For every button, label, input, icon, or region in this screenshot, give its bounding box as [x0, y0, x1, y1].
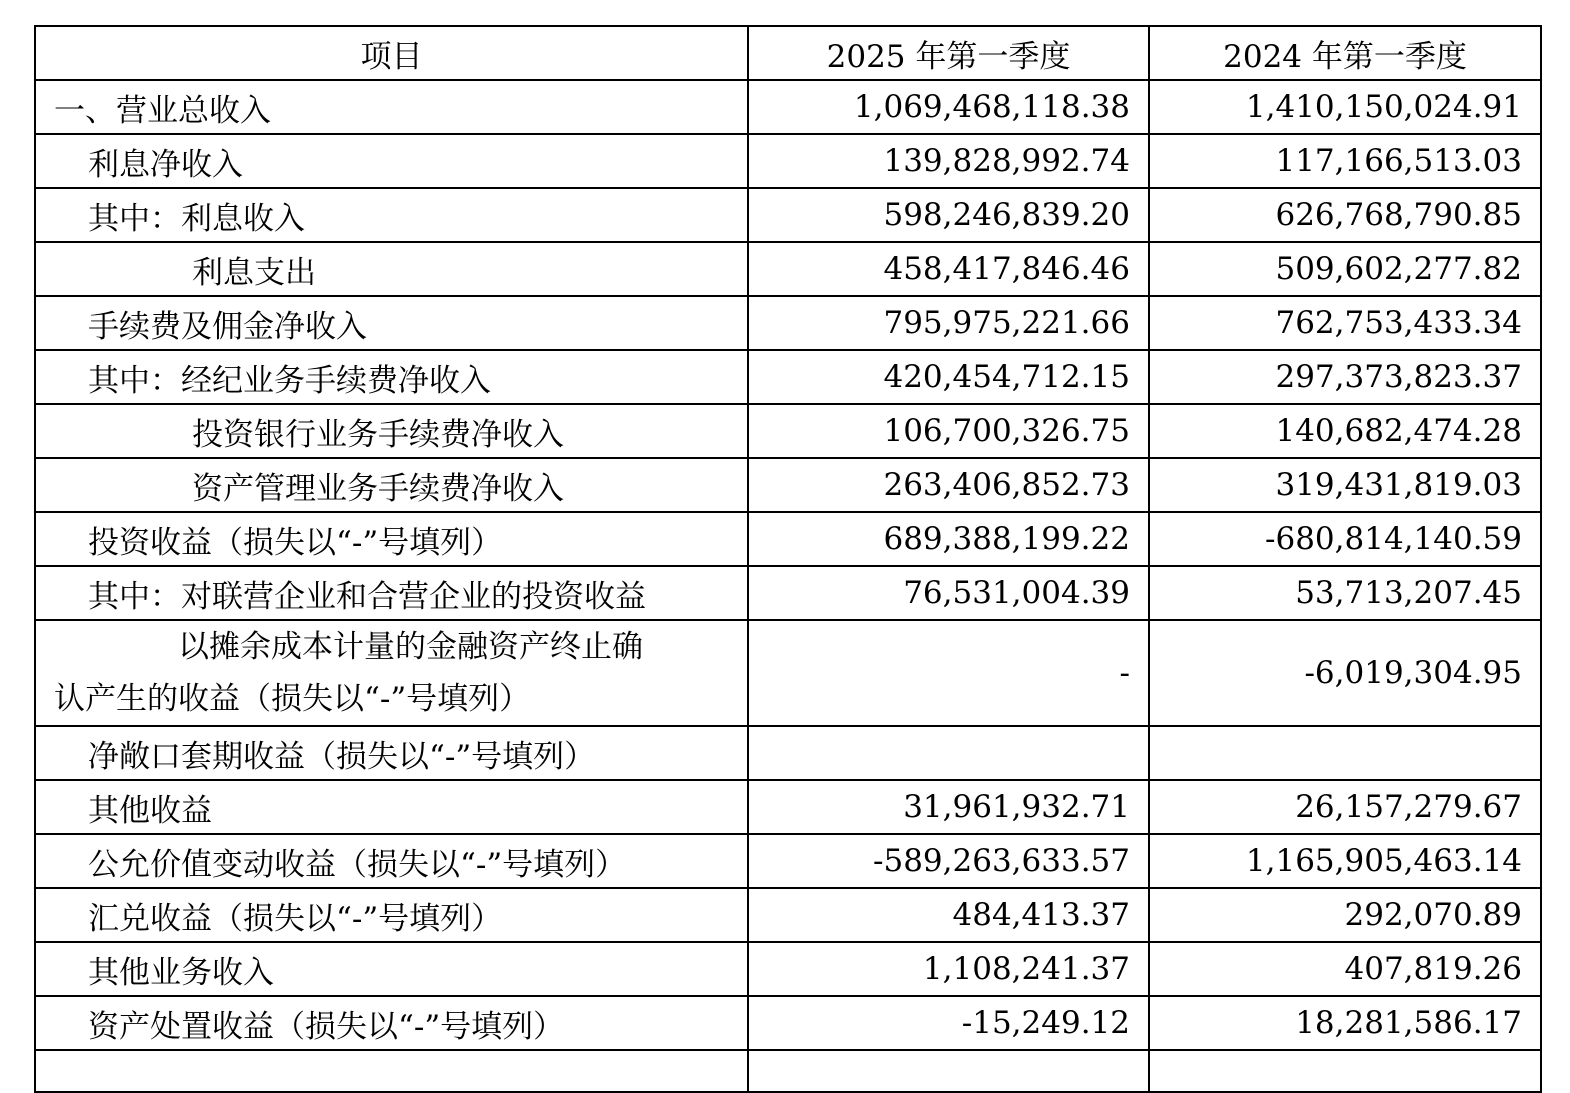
row-label: 投资收益（损失以“-”号填列） [35, 512, 748, 566]
value-2024: 626,768,790.85 [1149, 188, 1541, 242]
header-item: 项目 [35, 26, 748, 80]
value-2024: 762,753,433.34 [1149, 296, 1541, 350]
row-label: 利息支出 [35, 242, 748, 296]
table-row [35, 242, 1541, 296]
table-row [35, 512, 1541, 566]
row-label: 资产处置收益（损失以“-”号填列） [35, 996, 748, 1050]
row-label: 其他收益 [35, 780, 748, 834]
table-row [35, 726, 1541, 780]
table-row [35, 888, 1541, 942]
table-row [35, 996, 1541, 1050]
table-row [35, 188, 1541, 242]
value-2025: 484,413.37 [748, 888, 1149, 942]
row-label: 资产管理业务手续费净收入 [35, 458, 748, 512]
row-label: 投资银行业务手续费净收入 [35, 404, 748, 458]
table-row [35, 834, 1541, 888]
value-2024: 319,431,819.03 [1149, 458, 1541, 512]
row-label: 其他业务收入 [35, 942, 748, 996]
row-label: 公允价值变动收益（损失以“-”号填列） [35, 834, 748, 888]
value-2024: -680,814,140.59 [1149, 512, 1541, 566]
row-label: 利息净收入 [35, 134, 748, 188]
value-2025: - [748, 620, 1149, 726]
table-row [35, 620, 1541, 726]
value-2024: 407,819.26 [1149, 942, 1541, 996]
value-2025: 689,388,199.22 [748, 512, 1149, 566]
income-statement-table [34, 25, 1542, 1093]
value-2025: 795,975,221.66 [748, 296, 1149, 350]
value-2024: 509,602,277.82 [1149, 242, 1541, 296]
table-row [35, 942, 1541, 996]
value-2024 [1149, 726, 1541, 780]
value-2025: 1,108,241.37 [748, 942, 1149, 996]
row-label: 净敞口套期收益（损失以“-”号填列） [35, 726, 748, 780]
row-label: 其中：经纪业务手续费净收入 [35, 350, 748, 404]
row-label: 一、营业总收入 [35, 80, 748, 134]
row-label: 手续费及佣金净收入 [35, 296, 748, 350]
value-2024: 297,373,823.37 [1149, 350, 1541, 404]
value-2025: 139,828,992.74 [748, 134, 1149, 188]
value-2025: 420,454,712.15 [748, 350, 1149, 404]
value-2024: 1,165,905,463.14 [1149, 834, 1541, 888]
value-2025: 31,961,932.71 [748, 780, 1149, 834]
table-row [35, 350, 1541, 404]
value-2024: -6,019,304.95 [1149, 620, 1541, 726]
value-2025: 263,406,852.73 [748, 458, 1149, 512]
row-label-line2: 认产生的收益（损失以“-”号填列） [54, 681, 531, 717]
value-2024: 53,713,207.45 [1149, 566, 1541, 620]
table-row [35, 134, 1541, 188]
table-row [35, 780, 1541, 834]
row-label: 其中：对联营企业和合营企业的投资收益 [35, 566, 748, 620]
value-2024: 140,682,474.28 [1149, 404, 1541, 458]
value-2025: 458,417,846.46 [748, 242, 1149, 296]
value-2025: 76,531,004.39 [748, 566, 1149, 620]
header-2025q1: 2025 年第一季度 [748, 26, 1149, 80]
value-2025: 1,069,468,118.38 [748, 80, 1149, 134]
row-label [35, 620, 748, 726]
value-2025 [748, 1050, 1149, 1092]
value-2024: 26,157,279.67 [1149, 780, 1541, 834]
table-row [35, 566, 1541, 620]
value-2024 [1149, 1050, 1541, 1092]
table-row-partial [35, 1050, 1541, 1092]
value-2025: -589,263,633.57 [748, 834, 1149, 888]
header-2024q1: 2024 年第一季度 [1149, 26, 1541, 80]
value-2025: 598,246,839.20 [748, 188, 1149, 242]
row-label: 其中：利息收入 [35, 188, 748, 242]
table-row [35, 404, 1541, 458]
value-2024: 292,070.89 [1149, 888, 1541, 942]
value-2024: 1,410,150,024.91 [1149, 80, 1541, 134]
value-2024: 117,166,513.03 [1149, 134, 1541, 188]
value-2025: -15,249.12 [748, 996, 1149, 1050]
row-label-line1: 以摊余成本计量的金融资产终止确 [178, 629, 643, 665]
table-row [35, 296, 1541, 350]
table-row [35, 458, 1541, 512]
value-2025: 106,700,326.75 [748, 404, 1149, 458]
value-2025 [748, 726, 1149, 780]
row-label: 汇兑收益（损失以“-”号填列） [35, 888, 748, 942]
table-header-row [35, 26, 1541, 80]
row-label [35, 1050, 748, 1092]
value-2024: 18,281,586.17 [1149, 996, 1541, 1050]
table-row [35, 80, 1541, 134]
